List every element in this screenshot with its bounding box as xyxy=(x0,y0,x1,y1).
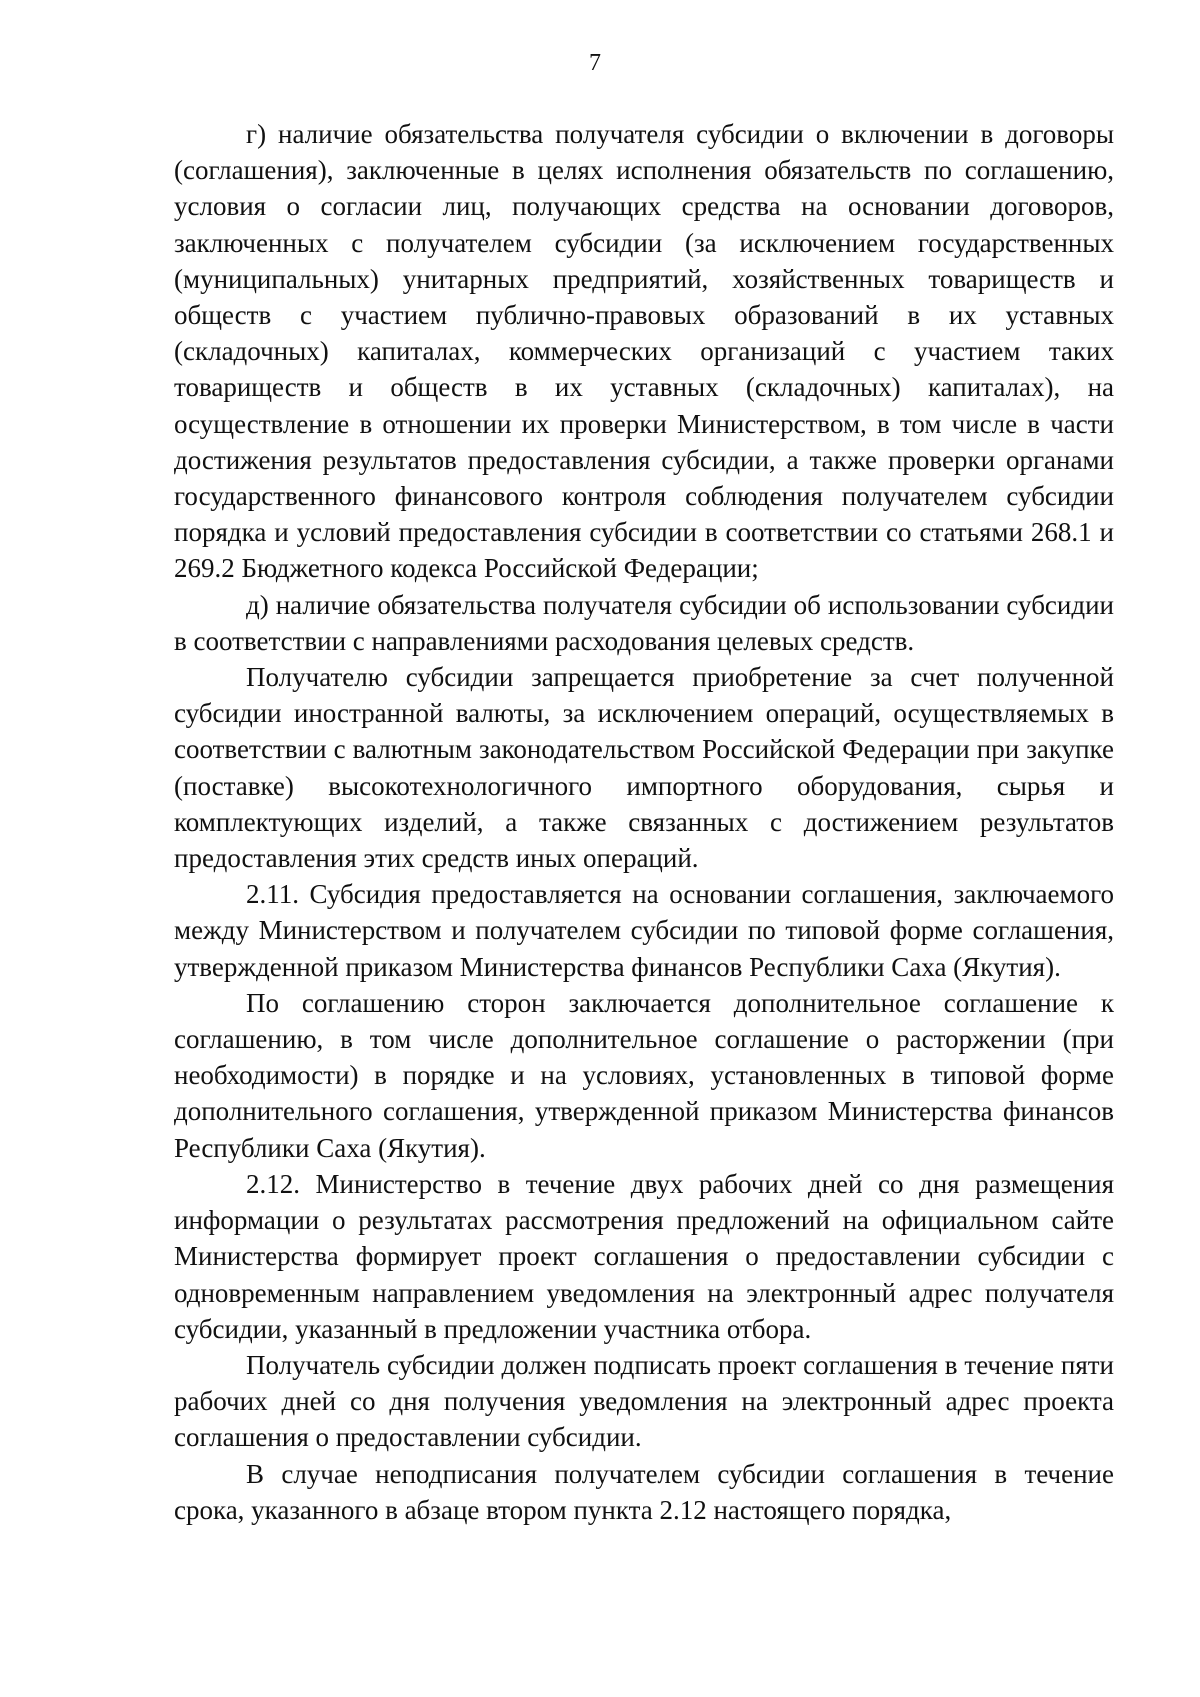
paragraph-foreign-currency-prohibition: Получателю субсидии запрещается приобретение за счет полученной субсидии иностранной валюты, за исключением операций, осуществляемых в соответствии с валютным законодательством Российской Федерации при закупке (поставке) высокотехнологичного импортного оборудования, сырья и комплектующих изделий, а также связанных с достижением результатов предоставления этих средств иных операций. xyxy=(174,662,1114,874)
paragraph-d-obligation-funds-usage: д) наличие обязательства получателя субсидии об использовании субсидии в соответствии с направлениями расходования целевых средств. xyxy=(174,589,1114,656)
page-number: 7 xyxy=(589,50,601,76)
paragraph-2-12-draft-agreement: 2.12. Министерство в течение двух рабочих дней со дня размещения информации о результатах рассмотрения предложений на официальном сайте Министерства формирует проект соглашения о предоставлении субсидии с одновременным направлением уведомления на электронный адрес получателя субсидии, указанный в предложении участника отбора. xyxy=(174,1168,1114,1344)
paragraph-g-obligation-audit-consent: г) наличие обязательства получателя субсидии о включении в договоры (соглашения), заключенные в целях исполнения обязательств по соглашению, условия о согласии лиц, получающих средства на основании договоров, заключенных с получателем субсидии (за исключением государственных (муниципальных) унитарных предприятий, хозяйственных товариществ и обществ с участием публично-правовых образований в их уставных (складочных) капиталах, коммерческих организаций с участием таких товариществ и обществ в их уставных (складочных) капиталах), на осуществление в отношении их проверки Министерством, в том числе в части достижения результатов предоставления субсидии, а также проверки органами государственного финансового контроля соблюдения получателем субсидии порядка и условий предоставления субсидии в соответствии со статьями 268.1 и 269.2 Бюджетного кодекса Российской Федерации; xyxy=(174,119,1114,584)
paragraph-2-11-agreement-basis: 2.11. Субсидия предоставляется на основании соглашения, заключаемого между Министерством и получателем субсидии по типовой форме соглашения, утвержденной приказом Министерства финансов Республики Саха (Якутия). xyxy=(174,879,1114,982)
paragraph-additional-agreement: По соглашению сторон заключается дополнительное соглашение к соглашению, в том числе дополнительное соглашение о расторжении (при необходимости) в порядке и на условиях, установленных в типовой форме дополнительного соглашения, утвержденной приказом Министерства финансов Республики Саха (Якутия). xyxy=(174,987,1114,1163)
paragraph-failure-to-sign: В случае неподписания получателем субсидии соглашения в течение срока, указанного в абзаце втором пункта 2.12 настоящего порядка, xyxy=(174,1458,1114,1525)
paragraph-signing-deadline: Получатель субсидии должен подписать проект соглашения в течение пяти рабочих дней со дня получения уведомления на электронный адрес проекта соглашения о предоставлении субсидии. xyxy=(174,1349,1114,1453)
document-body xyxy=(174,116,1114,1528)
